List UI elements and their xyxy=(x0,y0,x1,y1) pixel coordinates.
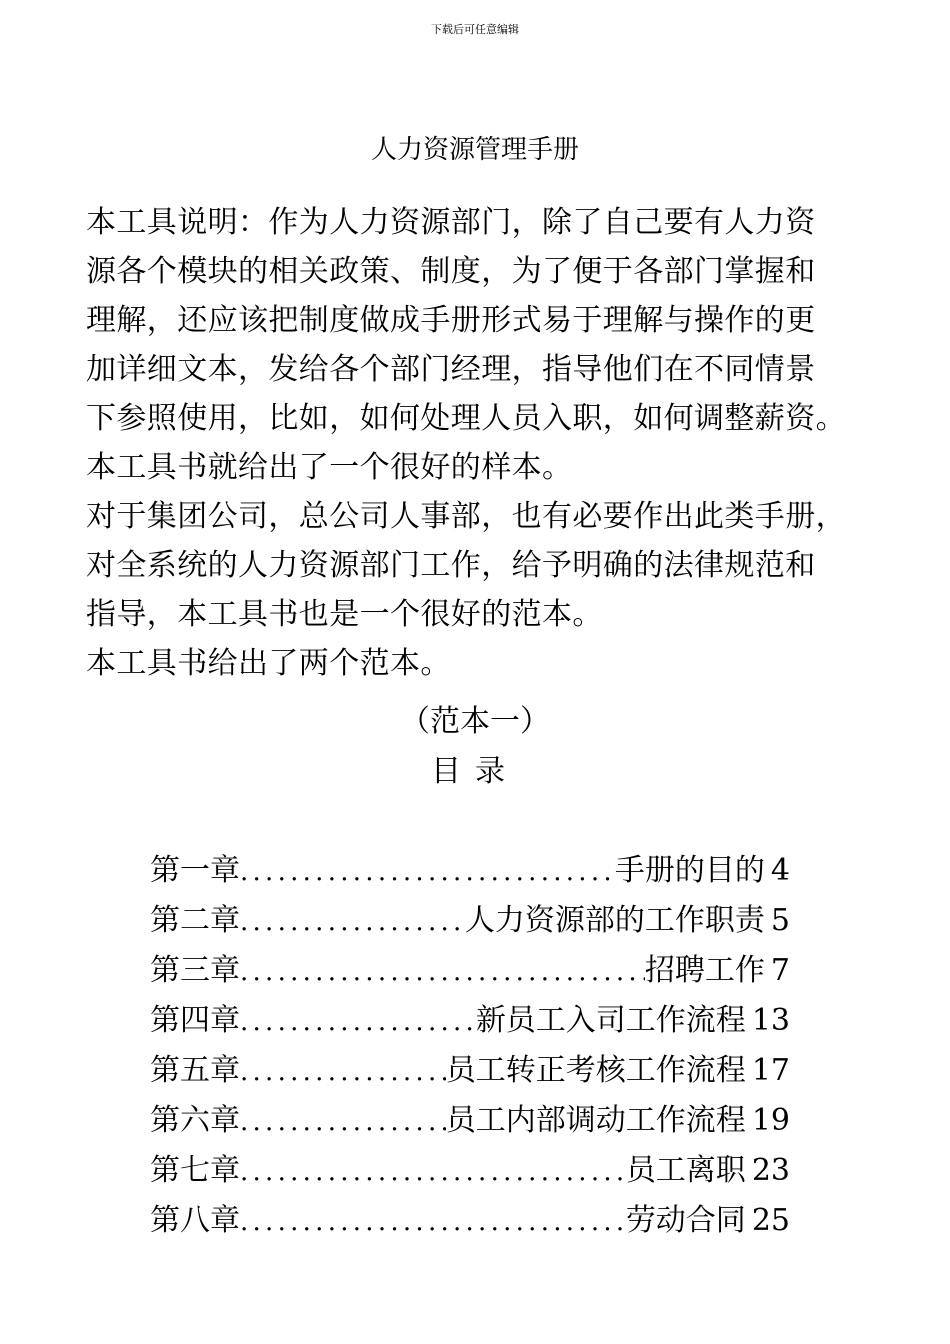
toc-entry-title: 手册的目的 xyxy=(614,853,765,888)
toc-entry-title: 员工内部调动工作流程 xyxy=(445,1103,746,1138)
toc-entry-title: 员工离职 xyxy=(625,1153,746,1188)
toc-chapter: 第七章 xyxy=(150,1153,240,1188)
toc-page-number: 17 xyxy=(751,1053,790,1088)
toc-chapter: 第六章 xyxy=(150,1103,240,1138)
table-of-contents xyxy=(150,846,790,1246)
toc-chapter: 第五章 xyxy=(150,1053,240,1088)
toc-page-number: 13 xyxy=(751,1003,790,1038)
toc-chapter: 第一章 xyxy=(150,853,240,888)
body-line: 下参照使用，比如，如何处理人员入职，如何调整薪资。 xyxy=(86,401,846,436)
toc-leader-dots xyxy=(240,1147,626,1197)
toc-chapter: 第八章 xyxy=(150,1203,240,1238)
page-header-note: 下载后可任意编辑 xyxy=(431,23,519,36)
toc-entry-title: 人力资源部的工作职责 xyxy=(464,903,765,938)
toc-leader-dots xyxy=(240,1197,626,1247)
toc-page-number: 4 xyxy=(770,853,790,888)
toc-entry-title: 新员工入司工作流程 xyxy=(475,1003,746,1038)
toc-row[interactable] xyxy=(150,996,790,1046)
toc-row[interactable] xyxy=(150,1196,790,1246)
toc-leader-dots xyxy=(240,947,645,997)
body-line: 本工具书就给出了一个很好的样本。 xyxy=(86,450,573,485)
body-line: 源各个模块的相关政策、制度，为了便于各部门掌握和 xyxy=(86,254,816,289)
body-text xyxy=(86,198,906,688)
body-line: 对全系统的人力资源部门工作，给予明确的法律规范和 xyxy=(86,548,816,583)
body-line: 指导，本工具书也是一个很好的范本。 xyxy=(86,597,603,632)
toc-page-number: 7 xyxy=(770,953,790,988)
toc-leader-dots xyxy=(240,1097,446,1147)
toc-page-number: 19 xyxy=(751,1103,790,1138)
paragraph-group-company xyxy=(86,492,906,639)
toc-row[interactable] xyxy=(150,896,790,946)
document-title: 人力资源管理手册 xyxy=(370,135,579,165)
body-line: 加详细文本，发给各个部门经理，指导他们在不同情景 xyxy=(86,352,816,387)
toc-row[interactable] xyxy=(150,1146,790,1196)
toc-chapter: 第二章 xyxy=(150,903,240,938)
toc-chapter: 第三章 xyxy=(150,953,240,988)
sample-title: （范本一） xyxy=(400,704,550,739)
toc-entry-title: 员工转正考核工作流程 xyxy=(445,1053,746,1088)
toc-leader-dots xyxy=(240,1047,446,1097)
toc-leader-dots xyxy=(240,847,615,897)
toc-row[interactable] xyxy=(150,846,790,896)
toc-page-number: 25 xyxy=(751,1203,790,1238)
paragraph-two-samples xyxy=(86,639,906,688)
toc-leader-dots xyxy=(240,997,476,1047)
toc-leader-dots xyxy=(240,897,465,947)
body-line: 本工具书给出了两个范本。 xyxy=(86,646,451,681)
toc-entry-title: 劳动合同 xyxy=(625,1203,746,1238)
body-line: 对于集团公司，总公司人事部，也有必要作出此类手册， xyxy=(86,499,846,534)
toc-chapter: 第四章 xyxy=(150,1003,240,1038)
toc-title: 目录 xyxy=(431,754,519,789)
toc-entry-title: 招聘工作 xyxy=(644,953,765,988)
toc-row[interactable] xyxy=(150,1046,790,1096)
toc-page-number: 23 xyxy=(751,1153,790,1188)
body-line: 本工具说明：作为人力资源部门，除了自己要有人力资 xyxy=(86,205,816,240)
toc-row[interactable] xyxy=(150,1096,790,1146)
paragraph-tool-description xyxy=(86,198,906,492)
toc-row[interactable] xyxy=(150,946,790,996)
body-line: 理解，还应该把制度做成手册形式易于理解与操作的更 xyxy=(86,303,816,338)
toc-page-number: 5 xyxy=(770,903,790,938)
